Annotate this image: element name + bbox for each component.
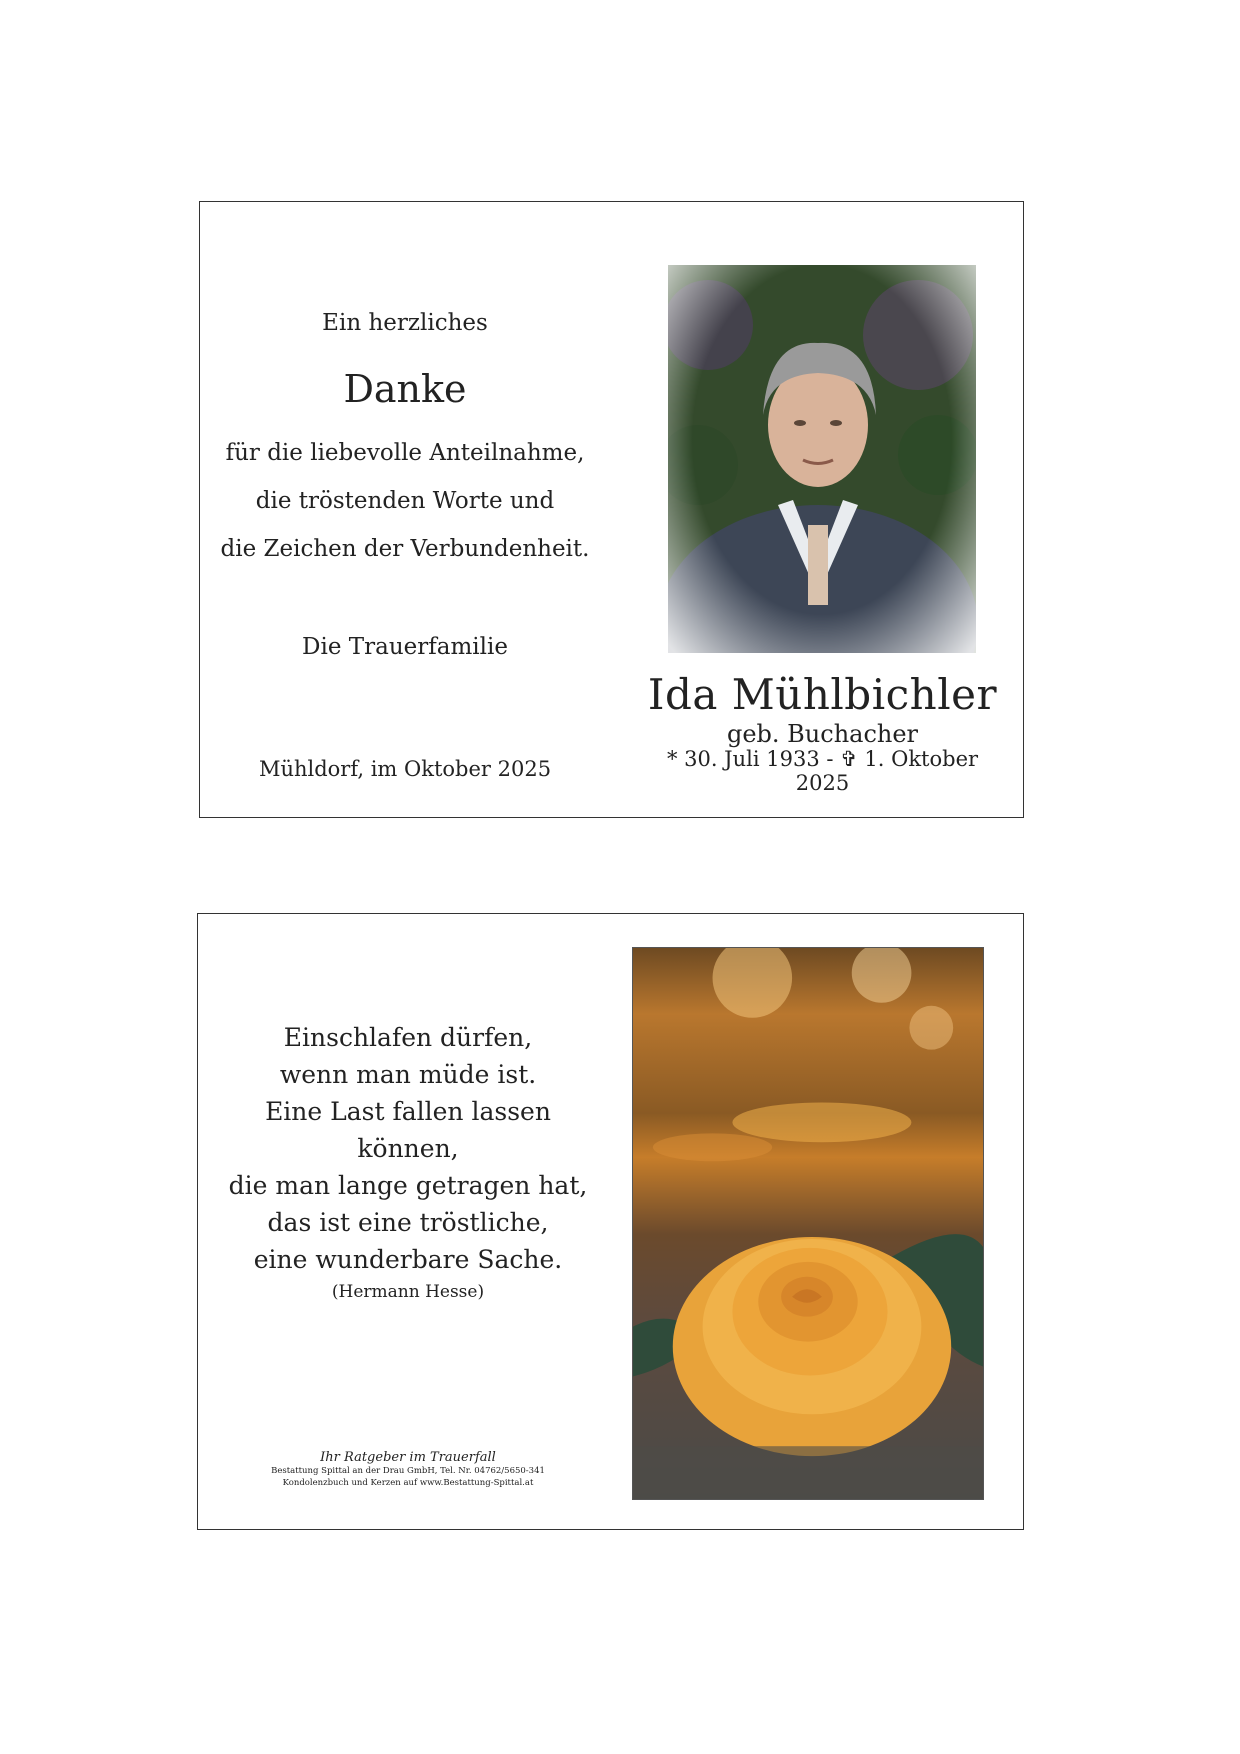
footer-condolence: Kondolenzbuch und Kerzen auf www.Bestattung-Spittal.at	[282, 1478, 534, 1488]
funeral-home-footer	[258, 1450, 558, 1489]
life-dates: * 30. Juli 1933 - ✞ 1. Oktober 2025	[666, 747, 979, 795]
poem-line: wenn man müde ist.	[279, 1060, 537, 1089]
poem-line: das ist eine tröstliche,	[267, 1208, 549, 1237]
thanks-line-2: die tröstenden Worte und	[255, 488, 555, 514]
footer-slogan: Ihr Ratgeber im Trauerfall	[320, 1450, 496, 1465]
portrait-photo	[668, 265, 976, 653]
poem-line: Eine Last fallen lassen können,	[265, 1097, 551, 1163]
poem-line: die man lange getragen hat,	[228, 1171, 588, 1200]
thanks-line-3: die Zeichen der Verbundenheit.	[220, 536, 590, 562]
poem-line: Einschlafen dürfen,	[283, 1023, 533, 1052]
poem-line: eine wunderbare Sache.	[253, 1245, 563, 1274]
thank-you-card-back	[197, 913, 1024, 1530]
signature: Die Trauerfamilie	[302, 634, 508, 660]
footer-company: Bestattung Spittal an der Drau GmbH, Tel. Nr. 04762/5650-341	[271, 1466, 545, 1476]
place-date: Mühldorf, im Oktober 2025	[258, 757, 552, 781]
headline-danke: Danke	[343, 367, 467, 411]
thank-you-card-front	[199, 201, 1024, 818]
poem	[218, 1019, 598, 1302]
maiden-name: geb. Buchacher	[726, 720, 919, 748]
deceased-name: Ida Mühlbichler	[647, 670, 998, 719]
intro-text: Ein herzliches	[322, 310, 488, 336]
rose-photo	[632, 947, 984, 1500]
poem-author: (Hermann Hesse)	[331, 1282, 485, 1302]
thanks-line-1: für die liebevolle Anteilnahme,	[225, 440, 585, 466]
